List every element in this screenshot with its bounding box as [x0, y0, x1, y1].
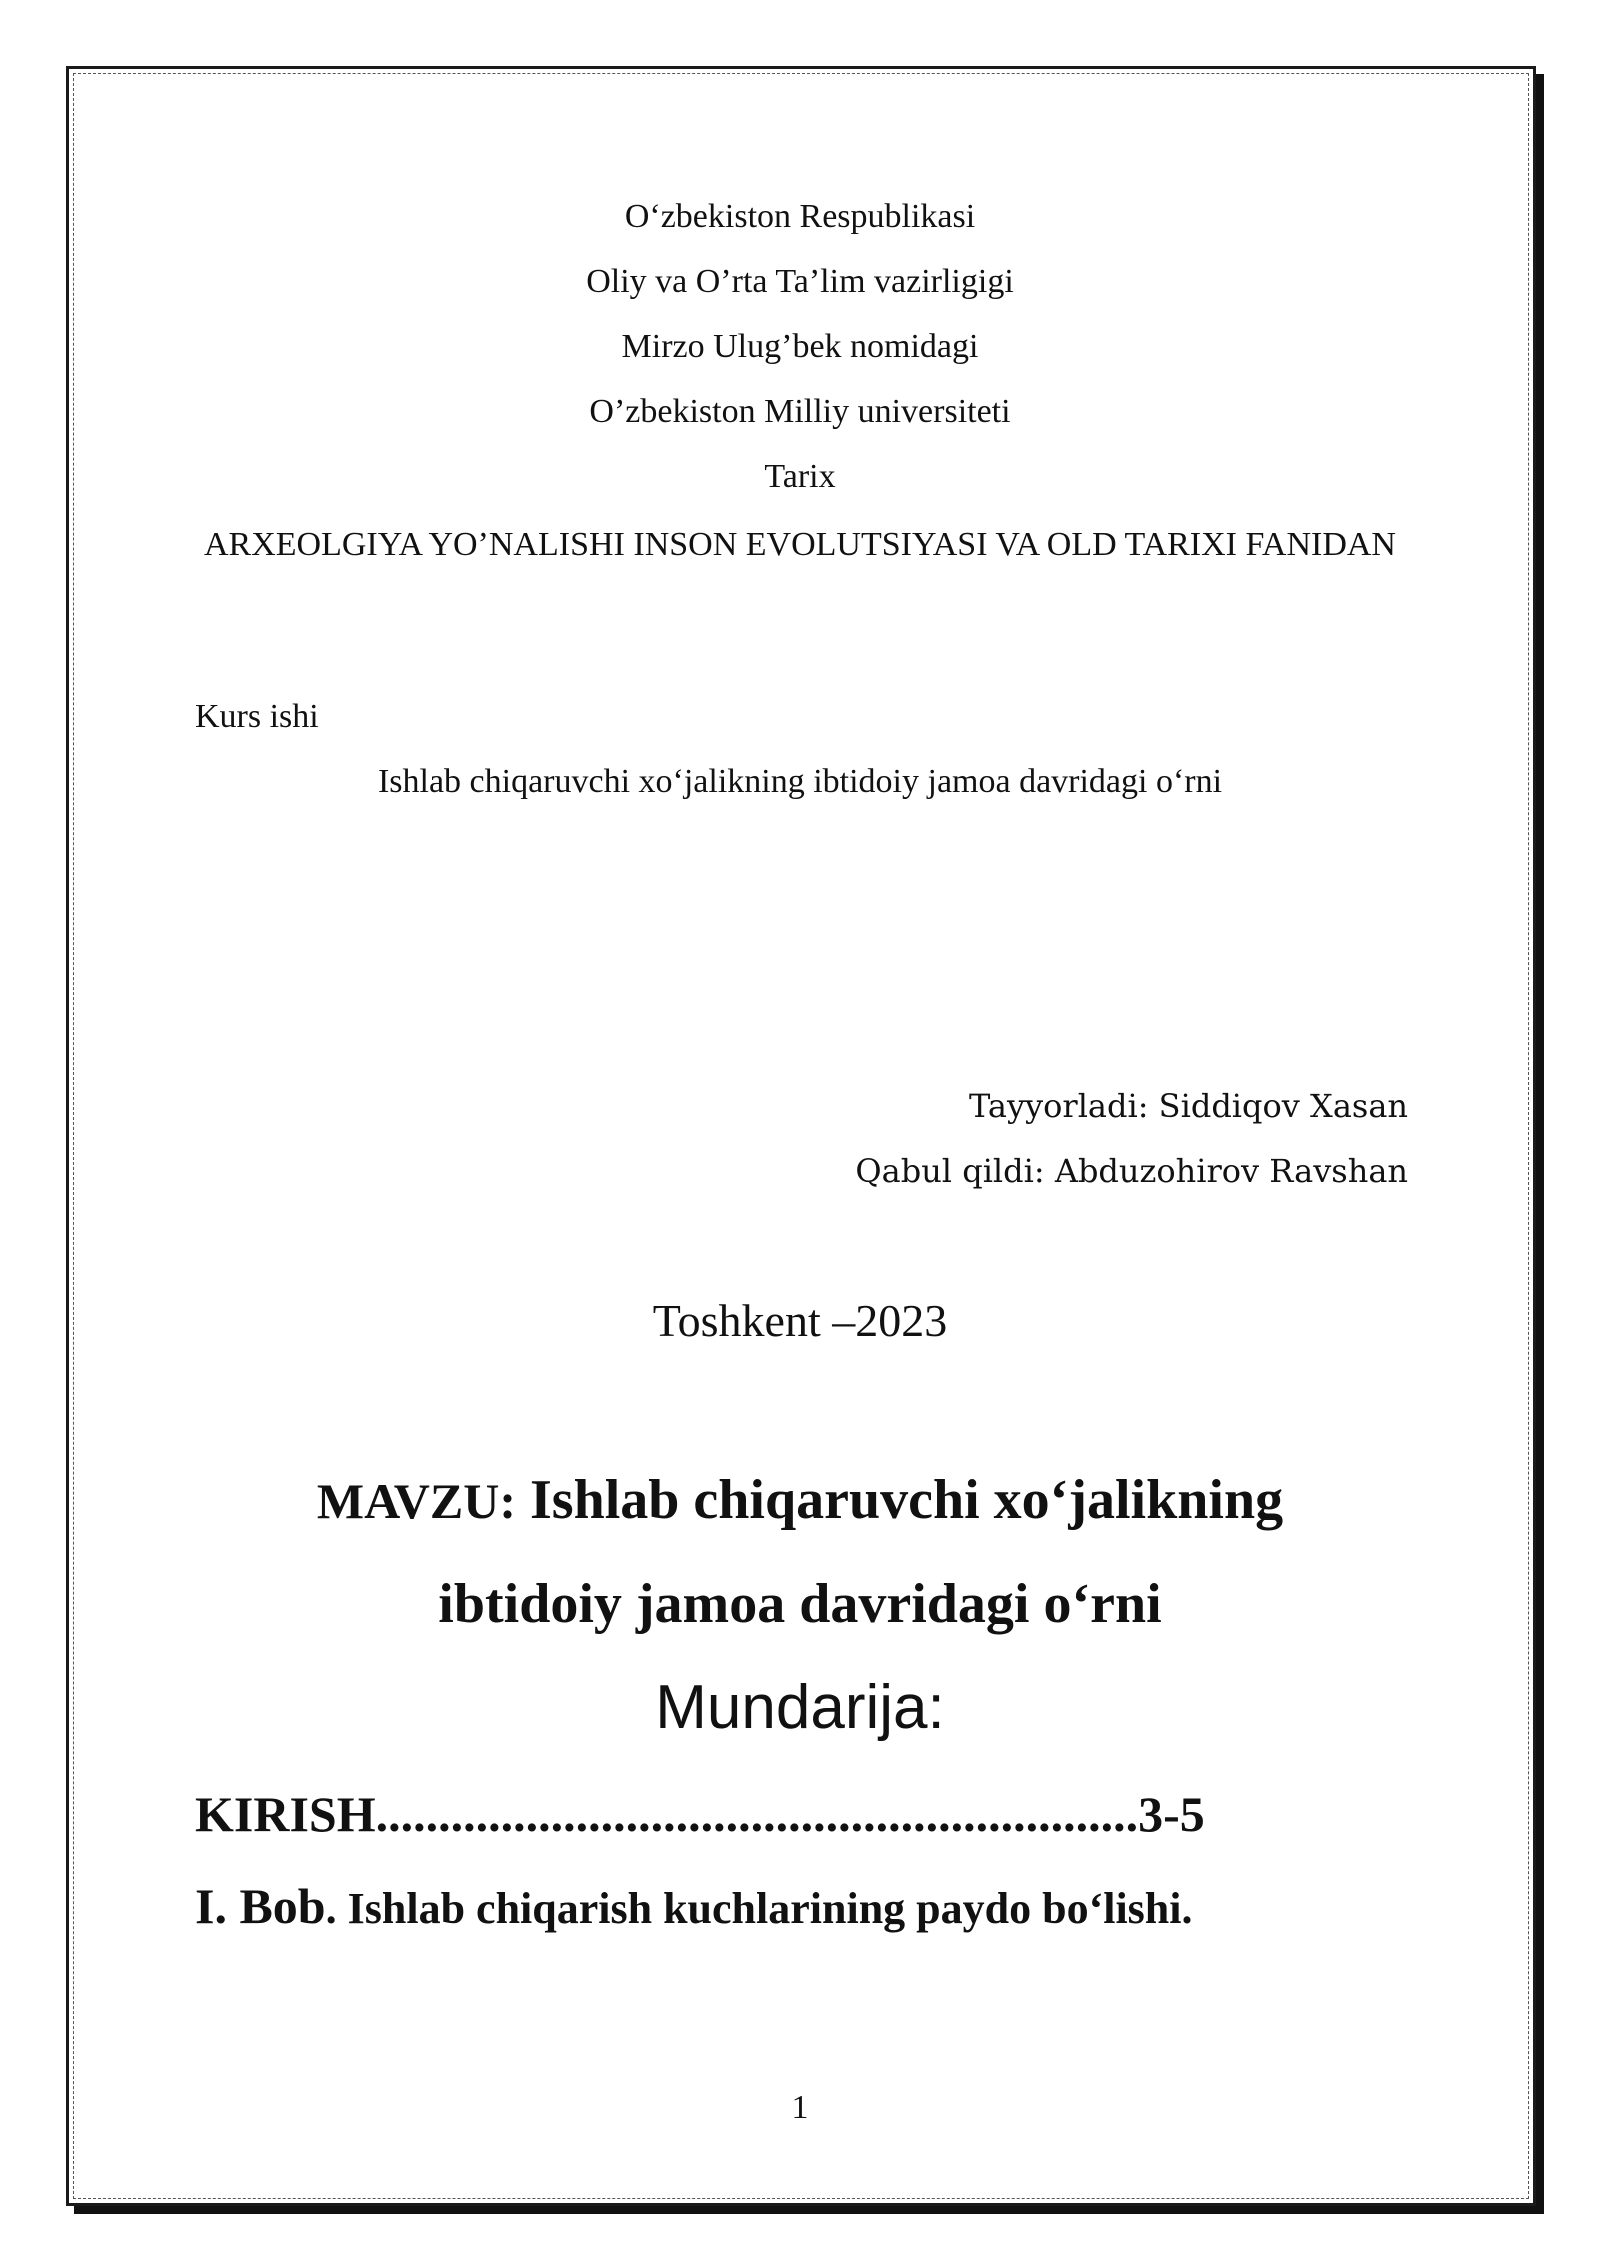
- header-university: O’zbekiston Milliy universiteti: [589, 393, 1011, 430]
- header-faculty: Tarix: [764, 458, 836, 495]
- toc-chapter-key: I. Bob: [195, 1878, 326, 1934]
- work-title: Ishlab chiqaruvchi xo‘jalikning ibtidoiy jamoa davridagi o‘rni: [377, 763, 1223, 800]
- accepted-by: Qabul qildi: Abduzohirov Ravshan: [855, 1152, 1408, 1190]
- toc-chapter-title: . Ishlab chiqarish kuchlarining paydo bo‘lishi.: [325, 1884, 1193, 1933]
- topic-title-part-1: Ishlab chiqaruvchi xo‘jalikning: [529, 1469, 1284, 1531]
- topic-line-2: ibtidoiy jamoa davridagi o‘rni: [438, 1573, 1162, 1635]
- prepared-by: Tayyorladi: Siddiqov Xasan: [969, 1087, 1408, 1125]
- header-named-after: Mirzo Ulug’bek nomidagi: [621, 328, 979, 365]
- toc-chapter-1: [195, 1876, 1193, 1939]
- contents-heading: Mundarija:: [655, 1673, 945, 1742]
- toc-intro: KIRISH.............................................................3-5: [195, 1786, 1205, 1842]
- header-ministry: Oliy va O’rta Ta’lim vazirligigi: [586, 263, 1014, 300]
- work-type: Kurs ishi: [195, 698, 319, 735]
- page-number: 1: [791, 2089, 809, 2126]
- place-year: Toshkent –2023: [652, 1295, 948, 1346]
- header-country: O‘zbekiston Respublikasi: [624, 198, 976, 235]
- page-border-shadow-bottom: [74, 2206, 1544, 2214]
- topic-line-1: [150, 1448, 1450, 1553]
- topic-key: MAVZU:: [316, 1473, 516, 1529]
- header-subject: ARXEOLGIYA YO’NALISHI INSON EVOLUTSIYASI VA OLD TARIXI FANIDAN: [204, 526, 1396, 563]
